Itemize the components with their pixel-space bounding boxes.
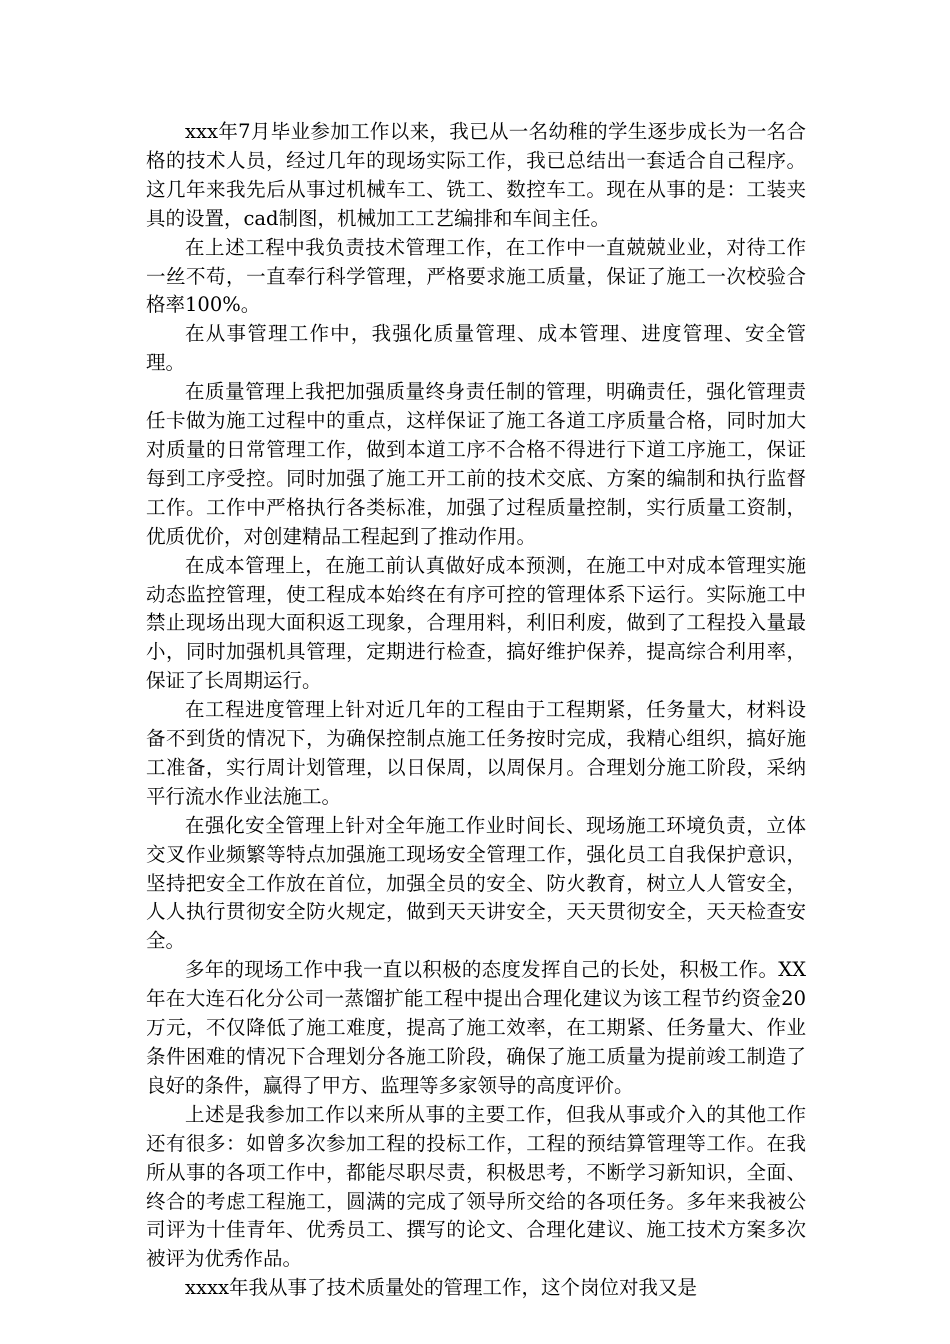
paragraph-technical-management: 在上述工程中我负责技术管理工作，在工作中一直兢兢业业，对待工作一丝不苟，一直奉行科学管理，严格要求施工质量，保证了施工一次校验合格率100%。	[146, 235, 806, 317]
paragraph-other-work: 上述是我参加工作以来所从事的主要工作，但我从事或介入的其他工作还有很多：如曾多次参加工程的投标工作，工程的预结算管理等工作。在我所从事的各项工作中，都能尽职尽责，积极思考，不断学习新知识，全面、终合的考虑工程施工，圆满的完成了领导所交给的各项任务。多年来我被公司评为十佳青年、优秀员工、撰写的论文、合理化建议、施工技术方案多次被评为优秀作品。	[146, 1102, 806, 1271]
paragraph-intro: xxx年7月毕业参加工作以来，我已从一名幼稚的学生逐步成长为一名合格的技术人员，经过几年的现场实际工作，我已总结出一套适合自己程序。这几年来我先后从事过机械车工、铣工、数控车工。现在从事的是：工装夹具的设置，cad制图，机械加工工艺编排和车间主任。	[146, 120, 806, 230]
paragraph-achievements: 多年的现场工作中我一直以积极的态度发挥自己的长处，积极工作。XX年在大连石化分公司一蒸馏扩能工程中提出合理化建议为该工程节约资金20万元，不仅降低了施工难度，提高了施工效率，在工期紧、任务量大、作业条件困难的情况下合理划分各施工阶段，确保了施工质量为提前竣工制造了良好的条件，赢得了甲方、监理等多家领导的高度评价。	[146, 958, 806, 1097]
document-body	[146, 118, 806, 1303]
paragraph-management-areas: 在从事管理工作中，我强化质量管理、成本管理、进度管理、安全管理。	[146, 322, 806, 375]
paragraph-current-role: xxxx年我从事了技术质量处的管理工作，这个岗位对我又是	[185, 1276, 697, 1300]
paragraph-safety-management: 在强化安全管理上针对全年施工作业时间长、现场施工环境负责，立体交叉作业频繁等特点加强施工现场安全管理工作，强化员工自我保护意识，坚持把安全工作放在首位，加强全员的安全、防火教育，树立人人管安全，人人执行贯彻安全防火规定，做到天天讲安全，天天贯彻安全，天天检查安全。	[146, 813, 806, 953]
paragraph-quality-management: 在质量管理上我把加强质量终身责任制的管理，明确责任，强化管理责任卡做为施工过程中的重点，这样保证了施工各道工序质量合格，同时加大对质量的日常管理工作，做到本道工序不合格不得进行下道工序施工，保证每到工序受控。同时加强了施工开工前的技术交底、方案的编制和执行监督工作。工作中严格执行各类标准，加强了过程质量控制，实行质量工资制，优质优价，对创建精品工程起到了推动作用。	[146, 380, 806, 548]
paragraph-progress-management: 在工程进度管理上针对近几年的工程由于工程期紧，任务量大，材料设备不到货的情况下，为确保控制点施工任务按时完成，我精心组织，搞好施工准备，实行周计划管理，以日保周，以周保月。合理划分施工阶段，采纳平行流水作业法施工。	[146, 698, 806, 808]
paragraph-cost-management: 在成本管理上，在施工前认真做好成本预测，在施工中对成本管理实施动态监控管理，使工程成本始终在有序可控的管理体系下运行。实际施工中禁止现场出现大面积返工现象，合理用料，利旧利废，做到了工程投入量最小，同时加强机具管理，定期进行检查，搞好维护保养，提高综合利用率，保证了长周期运行。	[146, 553, 806, 693]
